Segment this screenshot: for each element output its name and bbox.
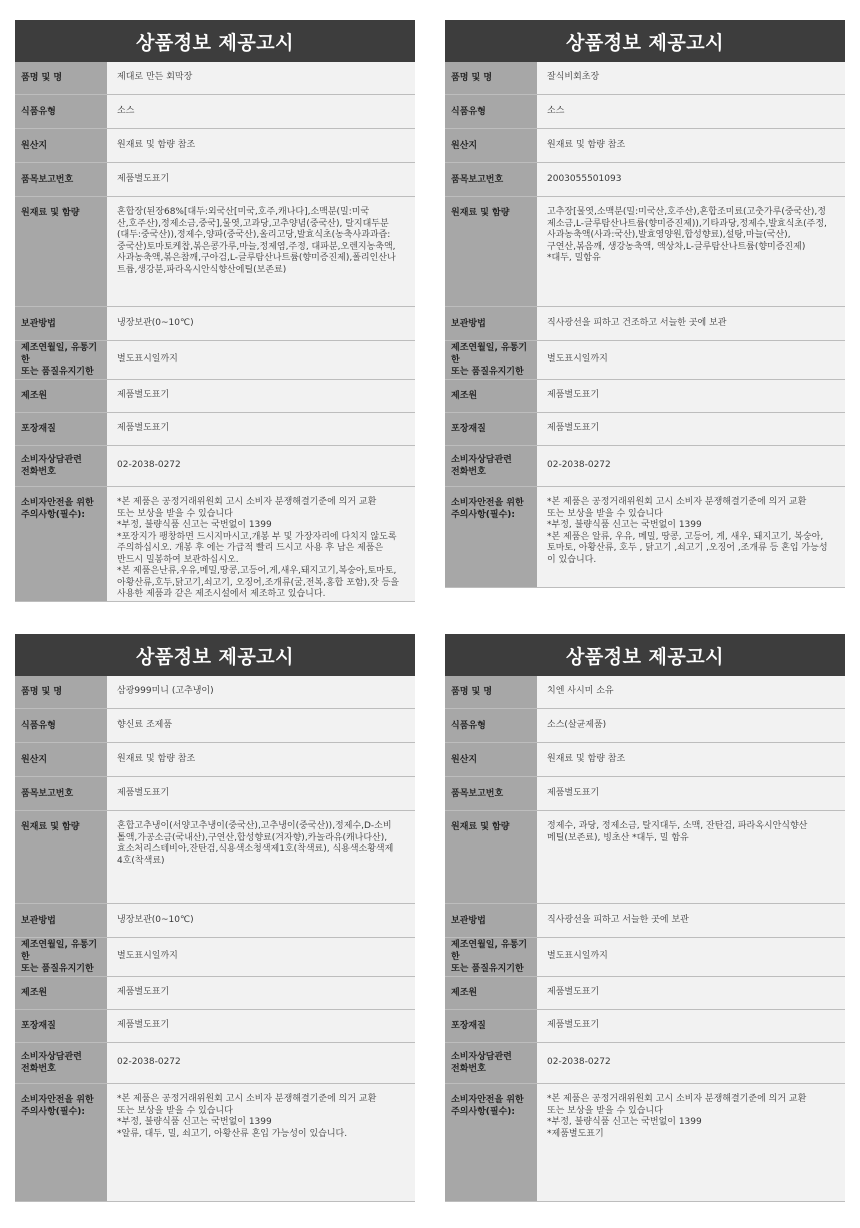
row-label: 원산지 <box>15 743 107 776</box>
table-row <box>445 776 845 810</box>
table-row <box>15 1009 415 1042</box>
row-label: 식품유형 <box>15 95 107 128</box>
row-label: 원재료 및 함량 <box>15 197 107 306</box>
table-row <box>15 676 415 708</box>
row-label: 제조연월일, 유통기한 또는 품질유지기한 <box>15 341 107 379</box>
row-value: 혼합장(된장68%[대두:외국산[미국,호주,캐나다],소맥분(밀:미국 산,호주산),정제소금,중국],물엿,고과당,고추양념(중국산), 탈지대두분 (대두:중국산)),정제수,양파(중국산),올리고당,발효식초(농축사과과즙: 중국산)토마토케찹,볶은콩가루,마늘,정제염,주정, 대파분,오렌지농축액, 사과농축액,볶은참깨,구아검,L-글루탐산나트륨(향미증진제),폴리인산나 트륨,생강분,파라옥시안식향산에틸(보존료) <box>107 197 415 306</box>
table-row <box>445 62 845 94</box>
row-label: 품명 및 명 <box>445 676 537 708</box>
table-row <box>445 412 845 445</box>
row-label: 품목보고번호 <box>445 163 537 196</box>
row-value: 정제수, 과당, 정제소금, 탈지대두, 소맥, 잔탄검, 파라옥시안식향산 메틸(보존료), 빙초산 *대두, 밀 함유 <box>537 811 845 903</box>
row-value: 직사광선을 피하고 서늘한 곳에 보관 <box>537 904 845 937</box>
row-value: 제품별도표기 <box>107 977 415 1009</box>
row-label: 포장재질 <box>15 413 107 445</box>
table-row <box>15 94 415 128</box>
table-row <box>445 976 845 1009</box>
row-label: 소비자상담관련 전화번호 <box>445 1043 537 1083</box>
table-row <box>15 1042 415 1083</box>
row-label: 원재료 및 함량 <box>445 811 537 903</box>
row-value: *본 제품은 공정거래위원회 고시 소비자 분쟁해결기준에 의거 교환 또는 보상을 받을 수 있습니다 *부정, 불량식품 신고는 국번없이 1399 *포장지가 팽창하면 드시지마시고,개봉 부 및 가장자리에 다치지 않도록 주의하십시오. 개봉 후 에는 가급적 빨리 드시고 사용 후 남은 제품은 반드시 밀봉하여 보관하십시오. *본 제품은난류,우유,메밀,땅콩,고등어,게,새우,돼지고기,복숭아,토마토, 아황산류,호두,닭고기,쇠고기, 오징어,조개류(굴,전복,홍합 포함),잣 등을 사용한 제품과 같은 제조시설에서 제조하고 있습니다. <box>107 487 415 601</box>
table-row <box>445 903 845 937</box>
row-value: 제품별도표기 <box>537 777 845 810</box>
table-row <box>445 810 845 903</box>
row-label: 제조원 <box>445 380 537 412</box>
table-row <box>15 62 415 94</box>
row-label: 식품유형 <box>445 95 537 128</box>
row-value: 제품별도표기 <box>107 1010 415 1042</box>
table-row <box>15 306 415 340</box>
table-row <box>15 486 415 601</box>
table-row <box>445 306 845 340</box>
row-label: 제조원 <box>445 977 537 1009</box>
table-row <box>15 776 415 810</box>
row-value: *본 제품은 공정거래위원회 고시 소비자 분쟁해결기준에 의거 교환 또는 보상을 받을 수 있습니다 *부정, 불량식품 신고는 국번없이 1399 *제품별도표기 <box>537 1084 845 1201</box>
row-value: 별도표시일까지 <box>107 341 415 379</box>
row-value: 제품별도표기 <box>537 1010 845 1042</box>
table-row <box>15 903 415 937</box>
row-value: 제품별도표기 <box>107 163 415 196</box>
row-label: 품목보고번호 <box>15 777 107 810</box>
row-value: 제품별도표기 <box>537 413 845 445</box>
table-row <box>445 486 845 587</box>
table-row <box>445 196 845 306</box>
table-row <box>445 708 845 742</box>
row-label: 포장재질 <box>445 413 537 445</box>
table-row <box>15 937 415 976</box>
table-row <box>445 1083 845 1201</box>
row-label: 제조연월일, 유통기한 또는 품질유지기한 <box>445 341 537 379</box>
row-value: *본 제품은 공정거래위원회 고시 소비자 분쟁해결기준에 의거 교환 또는 보상을 받을 수 있습니다 *부정, 불량식품 신고는 국번없이 1399 *알류, 대두, 밀, 쇠고기, 아황산류 혼입 가능성이 있습니다. <box>107 1084 415 1201</box>
row-label: 제조원 <box>15 380 107 412</box>
row-label: 소비자상담관련 전화번호 <box>15 1043 107 1083</box>
row-value: 별도표시일까지 <box>107 938 415 976</box>
row-label: 품목보고번호 <box>445 777 537 810</box>
row-value: 02-2038-0272 <box>537 446 845 486</box>
row-label: 원재료 및 함량 <box>15 811 107 903</box>
table-row <box>445 1009 845 1042</box>
table-row <box>445 445 845 486</box>
product-info-panel <box>15 634 415 1202</box>
row-value: 제품별도표기 <box>107 380 415 412</box>
panel-title: 상품정보 제공고시 <box>15 634 415 676</box>
row-value: 원재료 및 함량 참조 <box>107 743 415 776</box>
row-value: 혼합고추냉이(서양고추냉이(중국산),고추냉이(중국산)),정제수,D-소비 톨액,가공소금(국내산),구연산,합성향료(겨자향),카놀라유(캐나다산), 효소처리스테비아,잔탄검,식용색소청색제1호(착색료), 식용색소황색제 4호(착색료) <box>107 811 415 903</box>
table-row <box>15 379 415 412</box>
row-label: 식품유형 <box>15 709 107 742</box>
row-value: *본 제품은 공정거래위원회 고시 소비자 분쟁해결기준에 의거 교환 또는 보상을 받을 수 있습니다 *부정, 불량식품 신고는 국번없이 1399 *본 제품은 알류, 우유, 메밀, 땅콩, 고등어, 게, 새우, 돼지고기, 복숭아, 토마토, 아황산류, 호두 , 닭고기 ,쇠고기 ,오징어 ,조개류 등 혼입 가능성 이 있습니다. <box>537 487 845 587</box>
row-value: 원재료 및 함량 참조 <box>537 743 845 776</box>
row-label: 보관방법 <box>445 904 537 937</box>
product-info-panel <box>445 20 845 588</box>
panel-title: 상품정보 제공고시 <box>15 20 415 62</box>
product-info-panel <box>445 634 845 1202</box>
info-table <box>15 676 415 1202</box>
row-value: 삼광999미니 (고추냉이) <box>107 676 415 708</box>
row-label: 원산지 <box>445 743 537 776</box>
row-value: 원재료 및 함량 참조 <box>537 129 845 162</box>
row-label: 품명 및 명 <box>15 676 107 708</box>
table-row <box>15 976 415 1009</box>
row-label: 소비자상담관련 전화번호 <box>445 446 537 486</box>
row-value: 2003055501093 <box>537 163 845 196</box>
table-row <box>15 196 415 306</box>
row-value: 냉장보관(0~10℃) <box>107 904 415 937</box>
row-value: 치엔 사시미 소유 <box>537 676 845 708</box>
table-row <box>445 379 845 412</box>
row-label: 제조연월일, 유통기한 또는 품질유지기한 <box>15 938 107 976</box>
table-row <box>445 340 845 379</box>
table-row <box>445 937 845 976</box>
panel-title: 상품정보 제공고시 <box>445 20 845 62</box>
info-table <box>15 62 415 602</box>
row-value: 소스 <box>107 95 415 128</box>
table-row <box>15 412 415 445</box>
row-value: 직사광선을 피하고 건조하고 서늘한 곳에 보관 <box>537 307 845 340</box>
row-label: 보관방법 <box>15 904 107 937</box>
row-label: 소비자안전을 위한 주의사항(필수): <box>15 487 107 601</box>
table-row <box>445 162 845 196</box>
table-row <box>15 162 415 196</box>
row-label: 품목보고번호 <box>15 163 107 196</box>
row-label: 원산지 <box>15 129 107 162</box>
row-value: 02-2038-0272 <box>537 1043 845 1083</box>
table-row <box>15 128 415 162</box>
row-label: 제조원 <box>15 977 107 1009</box>
row-label: 식품유형 <box>445 709 537 742</box>
table-row <box>445 742 845 776</box>
row-label: 소비자안전을 위한 주의사항(필수): <box>15 1084 107 1201</box>
row-label: 보관방법 <box>445 307 537 340</box>
row-value: 제품별도표기 <box>537 977 845 1009</box>
product-info-panel <box>15 20 415 599</box>
panel-title: 상품정보 제공고시 <box>445 634 845 676</box>
table-row <box>15 340 415 379</box>
table-row <box>445 676 845 708</box>
row-label: 보관방법 <box>15 307 107 340</box>
row-label: 소비자안전을 위한 주의사항(필수): <box>445 487 537 587</box>
row-value: 제품별도표기 <box>107 413 415 445</box>
row-label: 품명 및 명 <box>15 62 107 94</box>
row-label: 소비자안전을 위한 주의사항(필수): <box>445 1084 537 1201</box>
table-row <box>15 708 415 742</box>
table-row <box>445 128 845 162</box>
row-value: 향신료 조제품 <box>107 709 415 742</box>
row-value: 냉장보관(0~10℃) <box>107 307 415 340</box>
row-value: 02-2038-0272 <box>107 1043 415 1083</box>
row-label: 원산지 <box>445 129 537 162</box>
row-value: 소스 <box>537 95 845 128</box>
table-row <box>445 1042 845 1083</box>
info-table <box>445 62 845 588</box>
table-row <box>445 94 845 128</box>
row-label: 포장재질 <box>445 1010 537 1042</box>
table-row <box>15 1083 415 1201</box>
row-value: 고추장[물엿,소맥분(밀:미국산,호주산),혼합조미료(고춧가루(중국산),정 제소금,L-글루탐산나트륨(향미증진제)),기타과당,정제수,발효식초(주정, 사과농축액(사과:국산),발효영양원,합성향료),설탕,마늘(국산), 구연산,볶음깨, 생강농축액, 액상차,L-글루탐산나트륨(향미증진제) *대두, 밀함유 <box>537 197 845 306</box>
row-value: 소스(살균제품) <box>537 709 845 742</box>
row-value: 02-2038-0272 <box>107 446 415 486</box>
table-row <box>15 742 415 776</box>
row-label: 품명 및 명 <box>445 62 537 94</box>
row-value: 제품별도표기 <box>107 777 415 810</box>
row-value: 제품별도표기 <box>537 380 845 412</box>
table-row <box>15 810 415 903</box>
row-value: 잘식비회초장 <box>537 62 845 94</box>
row-label: 제조연월일, 유통기한 또는 품질유지기한 <box>445 938 537 976</box>
row-value: 별도표시일까지 <box>537 341 845 379</box>
row-value: 제대로 만든 회막장 <box>107 62 415 94</box>
row-label: 소비자상담관련 전화번호 <box>15 446 107 486</box>
row-label: 원재료 및 함량 <box>445 197 537 306</box>
row-label: 포장재질 <box>15 1010 107 1042</box>
info-table <box>445 676 845 1202</box>
row-value: 별도표시일까지 <box>537 938 845 976</box>
table-row <box>15 445 415 486</box>
row-value: 원재료 및 함량 참조 <box>107 129 415 162</box>
